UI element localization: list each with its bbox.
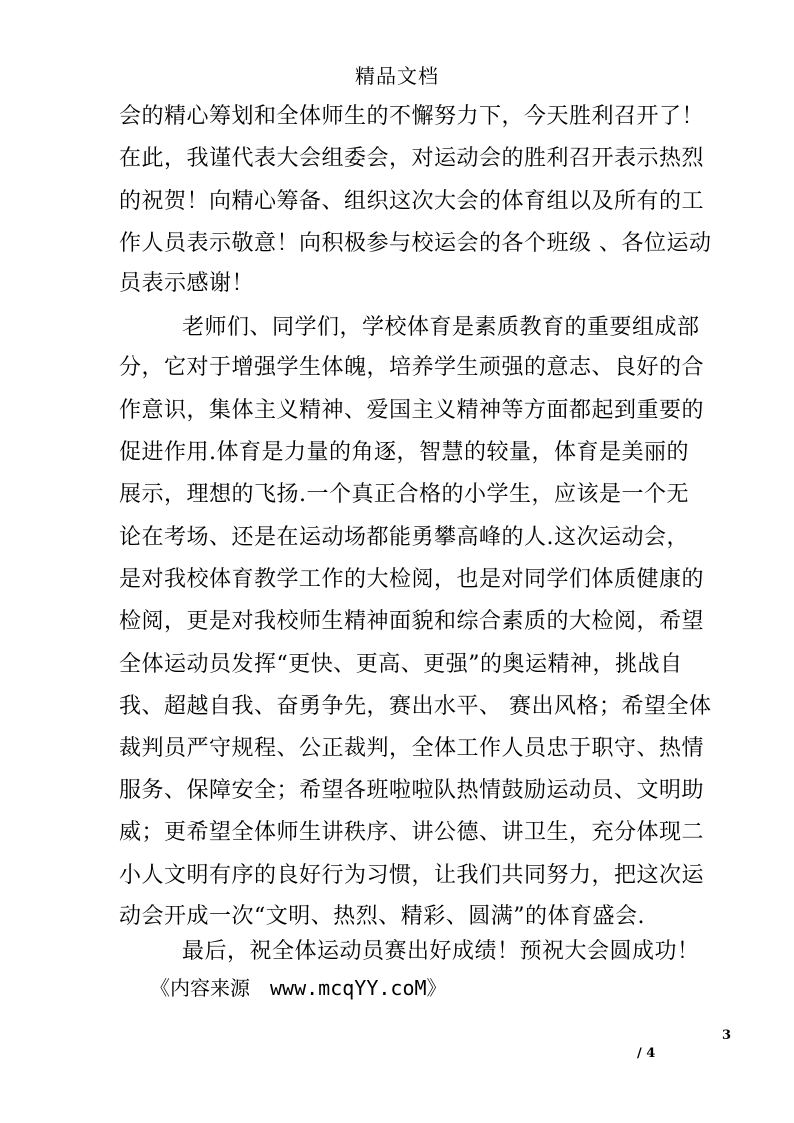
text-line: 裁判员严守规程、公正裁判，全体工作人员忠于职守、热情 (119, 736, 705, 761)
text-line: 老师们、同学们，学校体育是素质教育的重要组成部 (182, 315, 700, 340)
text-line: 动会开成一次“文明、热烈、精彩、圆满”的体育盛会. (119, 904, 645, 929)
page-header: 精品文档 (355, 64, 439, 88)
text-line: 会的精心筹划和全体师生的不懈努力下，今天胜利召开了！ (119, 104, 705, 129)
text-line: 我、超越自我、奋勇争先，赛出水平、 赛出风格；希望全体 (119, 694, 712, 719)
text-line: 小人文明有序的良好行为习惯，让我们共同努力，把这次运 (119, 863, 705, 888)
text-line: 论在考场、还是在运动场都能勇攀高峰的人.这次运动会， (119, 525, 689, 550)
text-line: 全体运动员发挥“更快、更高、更强”的奥运精神，挑战自 (119, 652, 683, 677)
text-line: 作意识，集体主义精神、爱国主义精神等方面都起到重要的 (119, 398, 705, 423)
text-line: 作人员表示敬意！向积极参与校运会的各个班级 、各位运动 (119, 231, 712, 256)
text-line: 促进作用.体育是力量的角逐，智慧的较量，体育是美丽的 (119, 440, 689, 465)
text-line: 最后，祝全体运动员赛出好成绩！预祝大会圆成功！ (182, 939, 700, 964)
text-line: 威；更希望全体师生讲秩序、讲公德、讲卫生，充分体现二 (119, 820, 705, 845)
text-line: 员表示感谢！ (119, 271, 255, 296)
text-line: 的祝贺！向精心筹备、组织这次大会的体育组以及所有的工 (119, 189, 705, 214)
text-line: 分，它对于增强学生体魄，培养学生顽强的意志、良好的合 (119, 355, 705, 380)
text-line: 在此，我谨代表大会组委会，对运动会的胜利召开表示热烈 (119, 146, 705, 171)
text-line: 检阅，更是对我校师生精神面貌和综合素质的大检阅，希望 (119, 609, 705, 634)
text-line: 展示，理想的飞扬.一个真正合格的小学生，应该是一个无 (119, 482, 689, 507)
page-number: 3 (722, 1028, 732, 1043)
source-note: 《内容来源 www.mcqYY.coM》 (150, 976, 447, 1000)
page-total: / 4 (637, 1046, 656, 1061)
text-line: 服务、保障安全；希望各班啦啦队热情鼓励运动员、文明助 (119, 778, 705, 803)
text-line: 是对我校体育教学工作的大检阅，也是对同学们体质健康的 (119, 567, 705, 592)
